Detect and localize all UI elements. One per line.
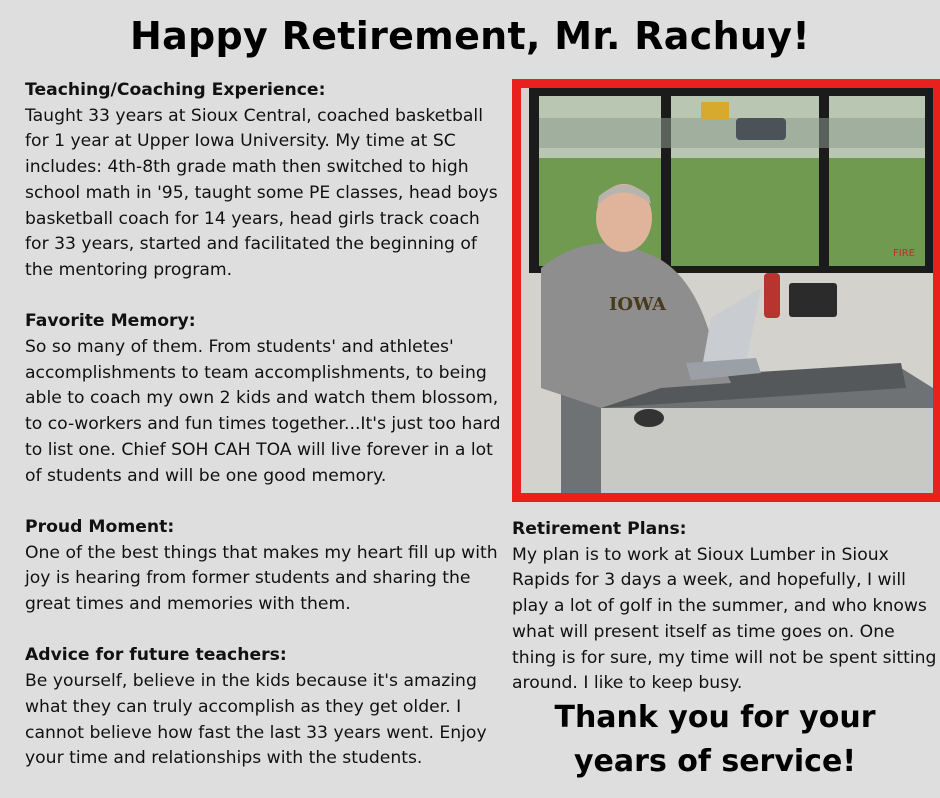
page-title: Happy Retirement, Mr. Rachuy! [130,14,810,58]
teaching-section [25,78,505,284]
right-column [512,517,940,697]
retirement-body: My plan is to work at Sioux Lumber in Sioux Rapids for 3 days a week, and hopefully, I will play a lot of golf in the summer, and who knows what will present itself as time goes on. One thing is for sure, my time will not be spent sitting around. I like to keep busy. [512,544,937,694]
sweatshirt-text: IOWA [609,294,667,315]
proud-section [25,515,505,618]
memory-title: Favorite Memory: [25,311,196,332]
advice-title: Advice for future teachers: [25,645,287,666]
teacher-photo [512,79,940,502]
proud-title: Proud Moment: [25,516,175,537]
fire-sign: FIRE [893,248,915,259]
left-column [25,78,505,798]
advice-section [25,643,505,772]
retirement-title: Retirement Plans: [512,519,687,539]
advice-body: Be yourself, believe in the kids because it's amazing what they can truly accomplish as they get older. I cannot believe how fast the last 33 years went. Enjoy your time and relationships with the students. [25,671,487,769]
memory-body: So so many of them. From students' and athletes' accomplishments to team accomplishments, to being able to coach my own 2 kids and watch them blossom, to co-workers and fun times together...It's just too hard to list one. Chief SOH CAH TOA will live forever in a lot of students and will be one good memory. [25,337,501,486]
memory-section [25,309,505,489]
proud-body: One of the best things that makes my heart fill up with joy is hearing from former students and sharing the great times and memories with them. [25,542,498,615]
classroom-photo-illustration [521,88,933,493]
teaching-body: Taught 33 years at Sioux Central, coached basketball for 1 year at Upper Iowa University. My time at SC includes: 4th-8th grade math then switched to high school math in '95, taught some PE classes, head boys basketball coach for 14 years, head girls track coach for 33 years, started and facilitated the beginning of the mentoring program. [25,105,498,280]
teaching-title: Teaching/Coaching Experience: [25,80,326,100]
thank-you-message: Thank you for your years of service! [554,700,876,779]
